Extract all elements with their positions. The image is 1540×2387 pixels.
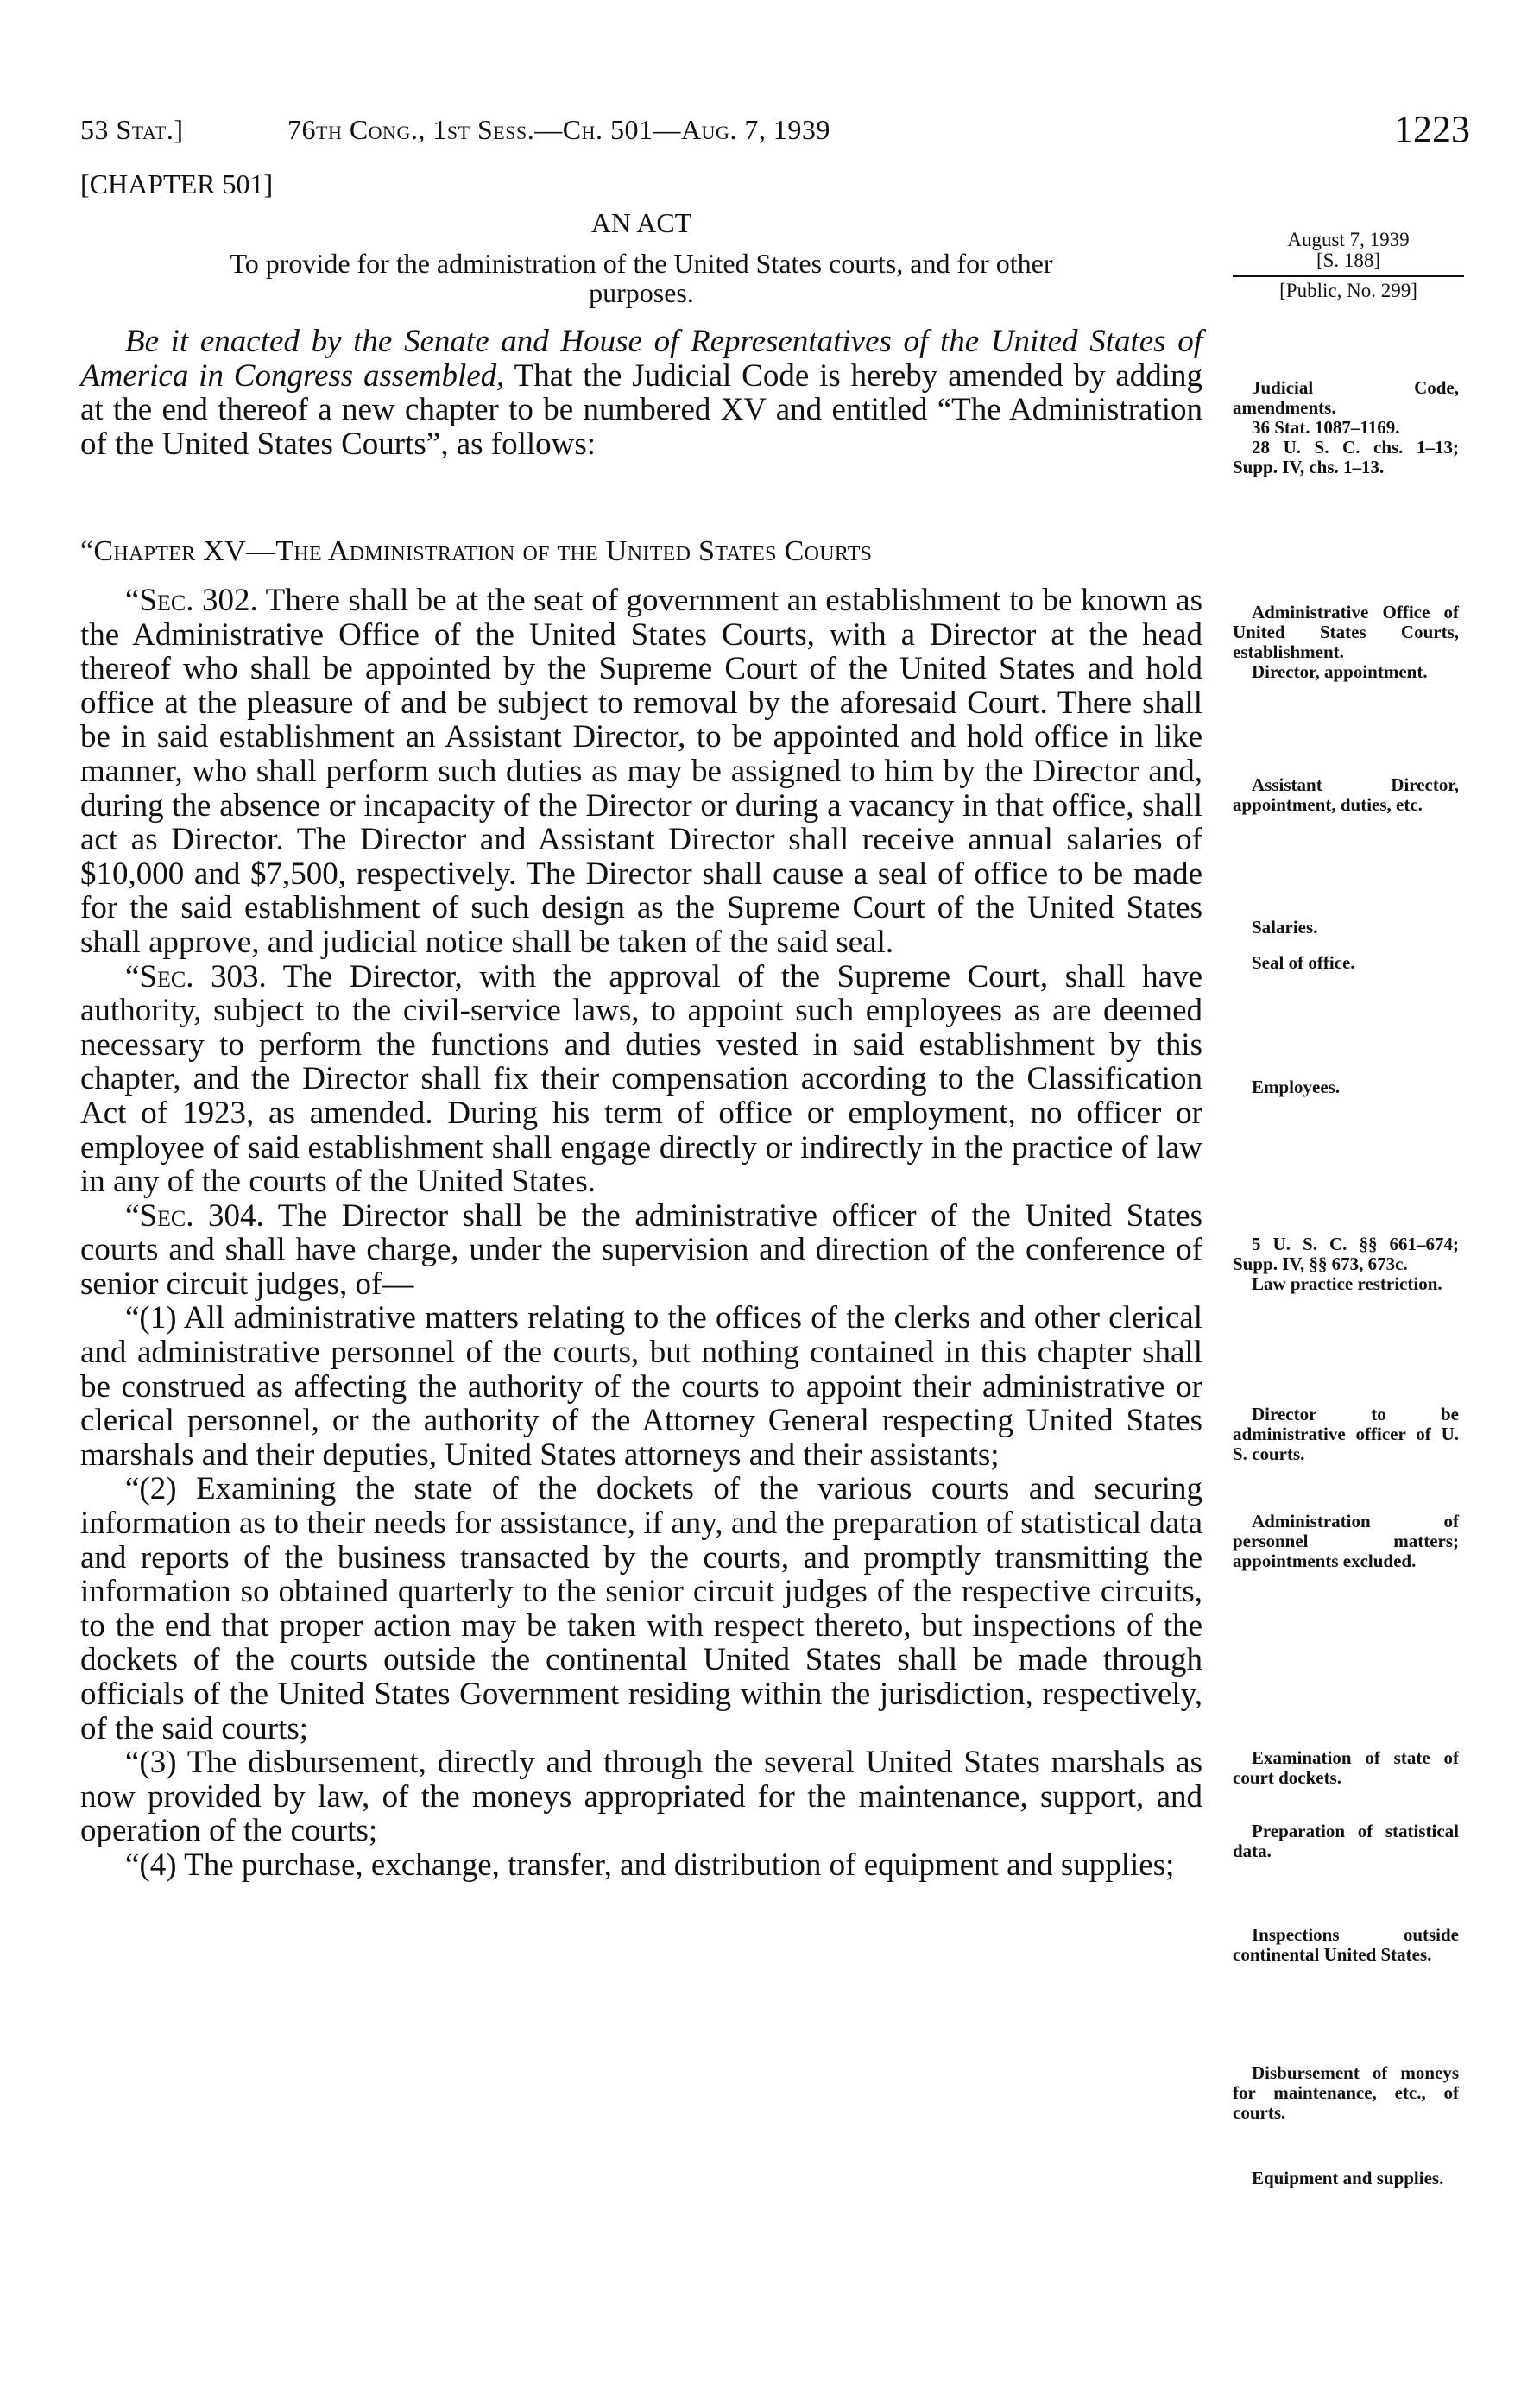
margin-note [1233,378,1459,477]
margin-note [1233,1235,1459,1294]
margin-note [1233,953,1459,973]
paragraph-text: All administrative matters relating to the offices of the clerks and other clerical and administrative personnel of the courts, but nothing contained in this chapter shall be construed as affecting the authority of the courts to appoint their administrative or clerical personnel, or the authority of the Attorney General respecting United States marshals and their deputies, United States attorneys and their assistants; [80,1300,1202,1473]
margin-note [1233,1822,1459,1861]
paragraph-4 [80,1848,1202,1883]
act-title-line-2: purposes. [589,277,694,308]
margin-note [1233,2063,1459,2123]
paragraph-lead: “(2) [125,1471,177,1507]
act-heading: AN ACT [590,207,692,238]
margin-note [1233,2169,1459,2188]
margin-note [1233,918,1459,938]
paragraph-lead: “(1) [125,1300,177,1336]
statute-volume: 53 Stat.] [80,114,184,145]
section-lead: “Sec. 303. [125,958,267,995]
section-302 [80,584,1202,960]
divider-rule [1233,275,1464,277]
paragraph-text: Examining the state of the dockets of the various courts and securing information as to their needs for assistance, if any, and the preparation of statistical data and reports of the business transacted by the courts, and promptly transmitting the information so obtained quarterly to the senior circuit judges of the respective circuits, to the end that proper action may be taken with respect thereto, but inspections of the dockets of the courts outside the continental United States shall be made through officials of the United States Government residing within the jurisdiction, respectively, of the said courts; [80,1471,1202,1746]
paragraph-1 [80,1301,1202,1472]
congress-session-line: 76th Cong., 1st Sess.—Ch. 501—Aug. 7, 1939 [287,114,830,145]
margin-note-line: Disbursement of moneys for maintenance, etc., of courts. [1233,2062,1459,2123]
margin-note-line: Director, appointment. [1252,661,1428,682]
paragraph-text: The purchase, exchange, transfer, and distribution of equipment and supplies; [176,1847,1175,1883]
paragraph-3 [80,1746,1202,1848]
chapter-label: [CHAPTER 501] [80,168,274,199]
public-law-number: [Public, No. 299] [1279,280,1417,301]
paragraph-2 [80,1472,1202,1746]
section-text: There shall be at the seat of government an establishment to be known as the Administrative Office of the United States Courts, with a Director at the head thereof who shall be appointed by the Supreme Court of the United States and hold office at the pleasure of and be subject to removal by the aforesaid Court. There shall be in said establishment an Assistant Director, to be appointed and hold office in like manner, who shall perform such duties as may be assigned to him by the Director and, during the absence or incapacity of the Director or during a vacancy in that office, shall act as Director. The Director and Assistant Director shall receive annual salaries of $10,000 and $7,500, respectively. The Director shall cause a seal of office to be made for the said establishment of such design as the Supreme Court of the United States shall approve, and judicial notice shall be taken of the said seal. [80,583,1202,960]
margin-note-line: 5 U. S. C. §§ 661–674; Supp. IV, §§ 673, 673c. [1233,1234,1459,1274]
margin-note-line: Assistant Director, appointment, duties, etc. [1233,774,1459,815]
section-text: The Director, with the approval of the Supreme Court, shall have authority, subject to the civil-service laws, to appoint such employees as are deemed necessary to perform the functions and duties vested in said establishment by this chapter, and the Director shall fix their compensation according to the Classification Act of 1923, as amended. During his term of office or employment, no officer or employee of said establishment shall engage directly or indirectly in the practice of law in any of the courts of the United States. [80,958,1202,1200]
section-lead: “Sec. 302. [125,583,258,618]
margin-note-line: Law practice restriction. [1252,1273,1442,1294]
margin-note-line: 36 Stat. 1087–1169. [1252,417,1400,438]
paragraph-lead: “(3) [125,1745,177,1781]
margin-note-line: Equipment and supplies. [1252,2168,1444,2188]
senate-bill-number: [S. 188] [1316,249,1381,271]
margin-note-line: Examination of state of court dockets. [1233,1747,1459,1788]
margin-note-line: Seal of office. [1252,952,1355,973]
margin-note-line: Administrative Office of United States Courts, establishment. [1233,602,1459,662]
section-304 [80,1199,1202,1302]
margin-note-line: Inspections outside continental United States. [1233,1924,1459,1965]
margin-note [1233,775,1459,815]
bill-info-box [1233,230,1464,301]
enacting-clause [80,325,1202,461]
margin-note-line: Judicial Code, amendments. [1233,377,1459,418]
margin-note-line: Preparation of statistical data. [1233,1821,1459,1861]
paragraph-lead: “(4) [125,1847,177,1883]
margin-note-line: Salaries. [1252,917,1318,938]
enacting-text: That the Judicial Code is hereby amended by adding at the end thereof a new chapter to be numbered XV and entitled “The Administration of the United States Courts”, as follows: [80,357,1202,462]
margin-note [1233,1748,1459,1788]
margin-note-line: Administration of personnel matters; appointments excluded. [1233,1511,1459,1571]
margin-note [1233,1077,1459,1097]
sections-body [80,584,1202,1883]
margin-note [1233,603,1459,682]
margin-note [1233,1405,1459,1464]
page-number: 1223 [1394,108,1470,150]
section-text: The Director shall be the administrative officer of the United States courts and shall have charge, under the supervision and direction of the conference of senior circuit judges, of— [80,1197,1202,1302]
margin-note [1233,1925,1459,1965]
running-head [80,108,1470,154]
act-title [80,249,1202,307]
enactment-date: August 7, 1939 [1287,229,1410,250]
paragraph-text: The disbursement, directly and through the several United States marshals as now provided by law, of the moneys appropriated for the maintenance, support, and operation of the courts; [80,1745,1202,1849]
section-303 [80,960,1202,1199]
margin-note-line: Director to be administrative officer of U. S. courts. [1233,1404,1459,1464]
chapter-xv-heading: “Chapter XV—The Administration of the United States Courts [80,535,873,567]
enacting-formula: Be it enacted by the Senate and House of Representatives of the United States of America in Congress assembled, [80,324,1202,394]
margin-note [1233,1512,1459,1571]
margin-note-line: 28 U. S. C. chs. 1–13; Supp. IV, chs. 1–13. [1233,437,1459,477]
act-title-line-1: To provide for the administration of the United States courts, and for other [230,248,1053,279]
section-lead: “Sec. 304. [125,1197,264,1234]
margin-note-line: Employees. [1252,1077,1341,1097]
